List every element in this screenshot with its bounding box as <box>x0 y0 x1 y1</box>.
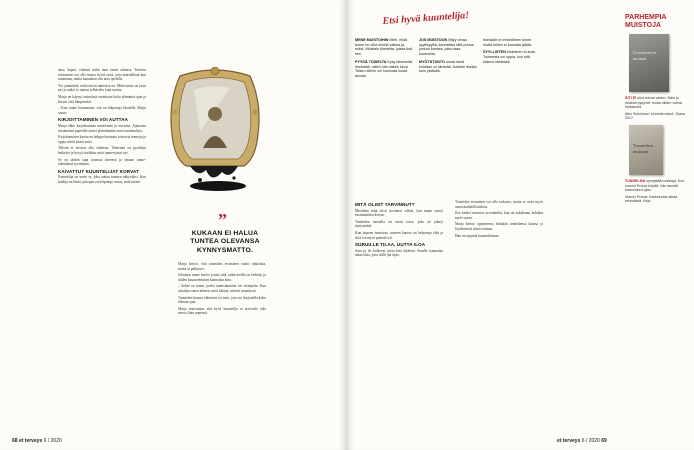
paragraph: – Kun tunne huomataan, sitä on helpompi käsitellä, Marja sanoo. <box>58 106 146 115</box>
book-cover-title: Tunnelma <box>633 142 654 148</box>
book-cover-title: muistot <box>633 56 647 61</box>
left-column-1 <box>58 68 146 186</box>
issue-number: 6 / 2020 <box>581 438 600 444</box>
quote-mark: ” <box>218 210 227 230</box>
pull-quote: KUKAAN EI HALUA TUNTEA OLEVANSA KYNNYSMATTO. <box>190 230 260 254</box>
book-review <box>625 96 685 121</box>
paragraph: – Sekin on tunne, jonka tunnistaminen vie eteenpäin. Kun uskaltaa sanoa ääneen, mitä haluaa, suhteet muuttuvat. <box>178 284 266 293</box>
issue-number: 6 / 2020 <box>43 438 62 444</box>
subheading: MITÄ OLISIT TARVINNUT? <box>355 202 415 207</box>
paragraph: Kirjoittamisen kautta on helppo huomata toistuvia teemoja ja oppia niistä jotain uutta. <box>58 135 146 144</box>
paragraph: Ilon hetket tuntuvat syvemmiltä, kun on uskaltanut kohdata myös surun. <box>455 211 543 220</box>
sidebar-title: PARHEMPIA MUISTOJA <box>625 14 667 29</box>
left-footer <box>12 438 62 444</box>
paragraph: Jokainen tunne kertoo jotain siitä, mikä meille on tärkeää, ja niiden kuunteleminen kannattaa aina. <box>178 273 266 282</box>
right-footer <box>557 438 607 444</box>
page-number: 68 <box>12 438 18 444</box>
book-cover-title: muistoja <box>633 148 649 154</box>
subheading: KIRJOITTAMINEN VOI AUTTAA <box>58 117 129 123</box>
tips-column-1 <box>355 38 413 82</box>
subheading: KAIVATTUT KUUNTELIJAT KORVAT <box>58 168 139 174</box>
paragraph: Tekstin ei tarvitse olla valmista. Tärkeintä on pysähtyä hetkeksi ja kysyä itseltään, mitä tunnen juuri nyt. <box>58 146 146 155</box>
paragraph: Kuuntelija on usein se, joka auttaa tunteen näkyväksi. Kun kuulija on läsnä, puhujan on helpompi sanoa, mitä tuntee. <box>58 175 146 184</box>
magazine-brand: et terveys <box>557 438 581 444</box>
left-column-2 <box>178 262 266 318</box>
book-cover <box>629 125 663 175</box>
left-page <box>0 0 346 450</box>
mirror-illustration <box>160 62 270 196</box>
paragraph: Tunteiden taustalla on usein tarve, joka on jäänyt täyttymättä. <box>355 219 443 229</box>
paragraph: Se on tärkeä tapa tutustua itseensä ja omaan tunne-elämäänsä syvemmin. <box>58 157 146 167</box>
book-author: Alex Schulman: Unohda minut. Otava 2017. <box>625 111 685 121</box>
tips-column-2 <box>419 38 477 77</box>
tips-title: Etsi hyvä kuuntelija! <box>382 9 470 27</box>
subheading: SURUILLE TILAA, UUTTA ILOA <box>355 242 426 248</box>
paragraph: Tunteiden kanssa eläminen on taito, jota voi harjoitella koko elämän ajan. <box>178 295 266 305</box>
paragraph: Kun tarpeen tunnistaa, tunteen kanssa on helpompi elää ja siitä voi myös päästää irti. <box>355 230 443 240</box>
tip-lead: MENE MUISTOIHIN <box>355 38 389 42</box>
page-number: 69 <box>601 438 607 444</box>
tip-lead: JOS MUISTOON <box>419 38 448 42</box>
tip-text: liittyy omaa syyllisyyttä, kannattaa siitä puhua jonkun kanssa, joka osaa kuunnella. <box>419 38 474 57</box>
tip-text: Mieti, mikä tunne on ollut sinulle vaikea ja miksi. Muistele tilanteita, joissa koit sen. <box>355 38 413 57</box>
tip-text: omaa itseä kohtaan on tärkeää. Kohtele itseäsi kuin ystävää. <box>419 59 477 74</box>
tip-lead: MYÖTÄTUNTO <box>419 59 445 64</box>
right-column-2 <box>455 200 543 240</box>
tip-text: Itsesääli on inhimillinen tunne, mutta siihen ei kannata jäädä. <box>483 38 533 47</box>
tip-lead: SYYLLISTEN <box>483 50 506 55</box>
sidebar-book-tips <box>625 14 685 204</box>
paragraph: Marja kertoo oppineensa elämään tunteidensa kanssa ja löytäneensä niistä voimaa. <box>455 222 543 231</box>
book-author: Marcel Proust: Kadonnutta aikaa etsimässä. Kirjo. <box>625 194 678 204</box>
book-lead: TUNNELMA <box>625 178 646 183</box>
book-description: ollut minua varten. Näin jo muistot pysyvät, mutta niiden voima heikkenee. <box>625 96 682 110</box>
right-column-1 <box>355 200 443 260</box>
book-cover <box>629 34 669 92</box>
tip-text: Kysy läheiseltä ihmiseltä, miten hän näkee sinut. Toisen silmin voi huomata uusia asioita. <box>355 59 412 78</box>
tip-lead: PYYDÄ TOISELTA <box>355 59 387 64</box>
tip-text: etsiminen ei auta. Tunteesta voi oppia, kun sitä katsoo uteliaasti. <box>483 50 536 64</box>
paragraph: Voi ymmärtää, mikä niissä tunteissa on. Mikä tunne on juuri nyt ja miksi se tuntuu sellaiselta kuin tuntuu. <box>58 83 146 93</box>
book-review <box>625 179 685 204</box>
paragraph: Hän on oppinut kuuntelemaan. <box>455 233 500 238</box>
magazine-brand: et terveys <box>18 438 43 444</box>
book-cover-title: Unohtuneet <box>633 50 657 55</box>
paragraph: Marja kertoo, että tunteiden etsiminen vaatii rohkeutta, mutta se palkitsee. <box>178 262 266 271</box>
paragraph: Marja muistuttaa, että hyvä kuuntelija ei arvostele eikä neuvo liian nopeasti. <box>178 306 266 316</box>
paragraph: Mietitään mitä olisit tarvinnut silloin, kun tunne syntyi ensimmäisen kerran. <box>355 208 443 218</box>
book-description: synnyttää muistoja. Kun marcel Proust kirjoitti, hän tavoitti kadonneen ajan. <box>625 178 685 193</box>
paragraph: naru, hapeä, vihaistä mikä muu tunne tahansa. Tunteen etsimiseen voi olla monia hyviä syitä, joita muistellaan kun tunnetaan, mutta kannattaa silti aina opetella. <box>58 68 146 82</box>
paragraph: Suru ja ilo kulkevat usein käsi kädessä. Surulle kannattaa antaa tilaa, jotta ilolle jää sijaa. <box>355 248 443 258</box>
tips-column-3 <box>483 38 541 68</box>
paragraph: Marja on käynyt etsimässä tunteitaan koko elämänsä ajan ja kertoo siitä lämpimästi. <box>58 94 146 104</box>
book-lead: ÄITI EI <box>625 96 637 100</box>
paragraph: Marja alkoi kirjoittamaan tunteistaan jo nuorena. Ajatusten siirtäminen paperille auttoi jäsentämään omia tuntemuksia. <box>58 123 146 133</box>
paragraph: Tunteiden etsiminen voi olla raskasta, mutta se avaa myös uusia mahdollisuuksia. <box>455 200 543 209</box>
